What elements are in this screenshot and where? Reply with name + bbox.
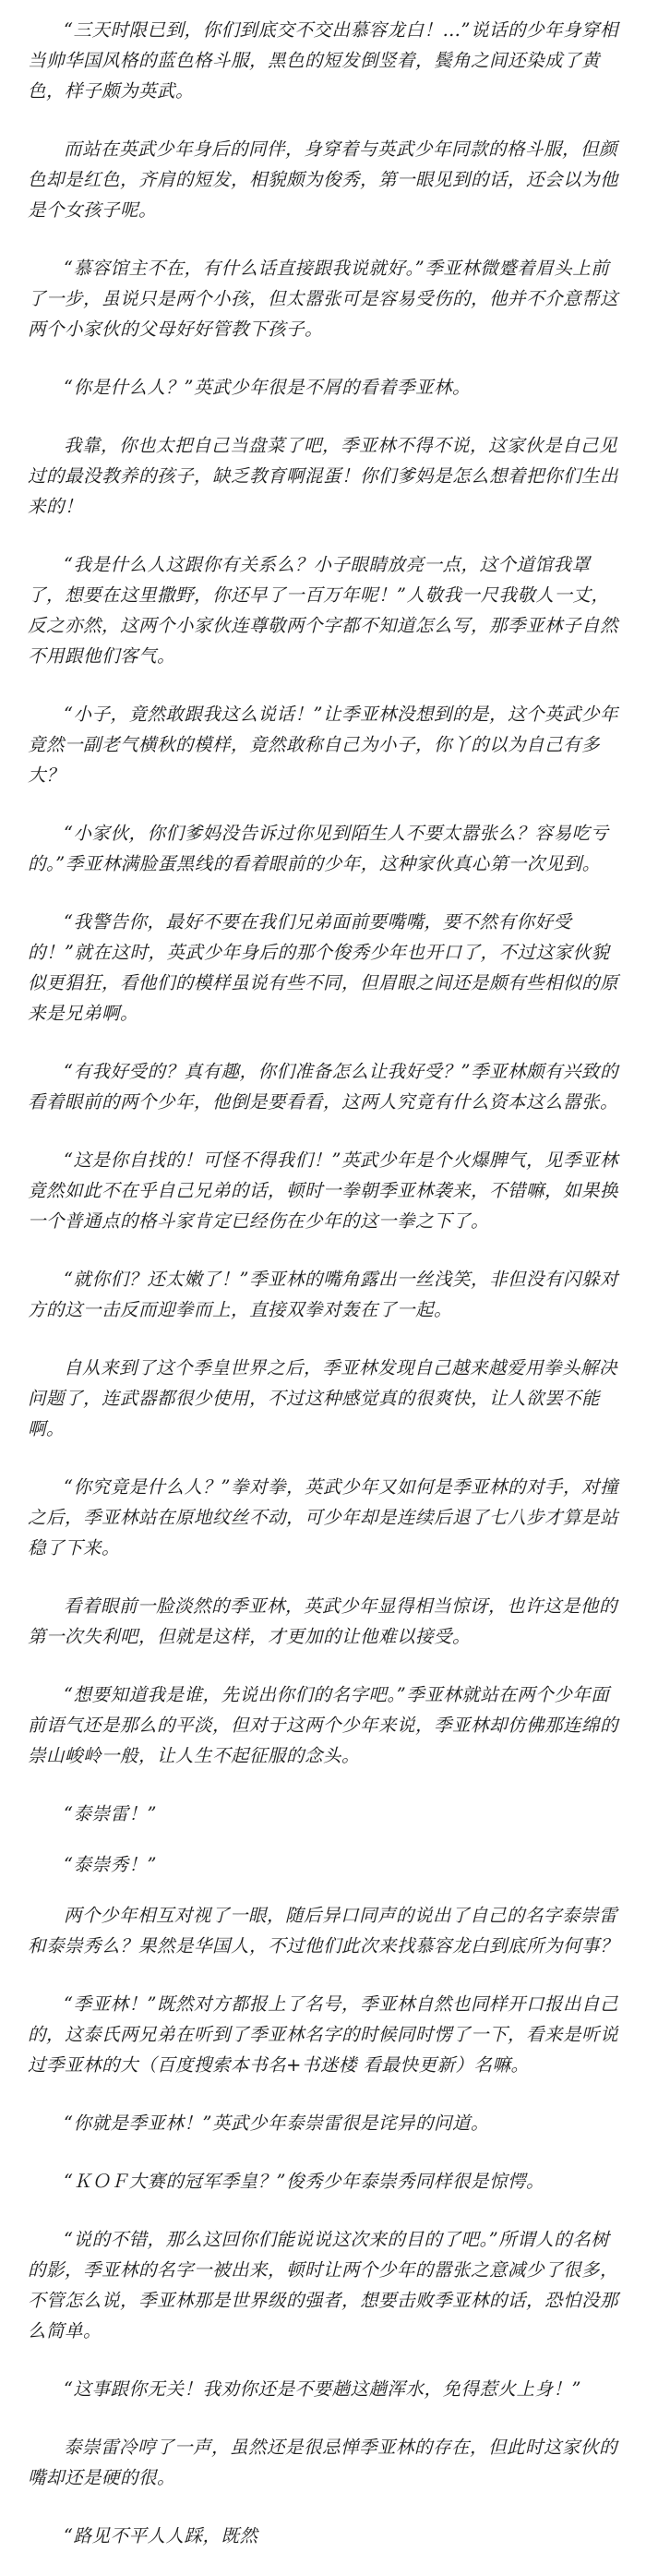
paragraph: “慕容馆主不在，有什么话直接跟我说就好。”季亚林微蹙着眉头上前了一步，虽说只是两个小孩，但太嚣张可是容易受伤的，他并不介意帮这两个小家伙的父母好好管教下孩子。 [28, 258, 619, 340]
paragraph: “我警告你，最好不要在我们兄弟面前要嘴嘴，要不然有你好受的！”就在这时，英武少年身后的那个俊秀少年也开口了，不过这家伙貌似更猖狂，看他们的模样虽说有些不同，但眉眼之间还是颇有些相似的原来是兄弟啊。 [28, 911, 619, 1024]
paragraph: “泰崇雷！” [64, 1803, 157, 1824]
paragraph: “三天时限已到，你们到底交不交出慕容龙白！…”说话的少年身穿相当帅华国风格的蓝色格斗服，黑色的短发倒竖着，鬓角之间还染成了黄色，样子颇为英武。 [28, 19, 618, 102]
paragraph: “想要知道我是谁，先说出你们的名字吧。”季亚林就站在两个少年面前语气还是那么的平淡，但对于这两个少年来说，季亚林却仿佛那连绵的崇山峻岭一般，让人生不起征服的念头。 [28, 1684, 619, 1766]
paragraph: “你就是季亚林！”英武少年泰崇雷很是诧异的问道。 [64, 2113, 489, 2134]
paragraph: “有我好受的？真有趣，你们准备怎么让我好受？”季亚林颇有兴致的看着眼前的两个少年，他倒是要看看，这两人究竟有什么资本这么嚣张。 [28, 1061, 619, 1113]
paragraph: “说的不错，那么这回你们能说说这次来的目的了吧。”所谓人的名树的影，季亚林的名字一被出来，顿时让两个少年的嚣张之意减少了很多，不管怎么说，季亚林那是世界级的强者，想要击败季亚林的话，恐怕没那么简单。 [28, 2229, 619, 2341]
paragraph: “泰崇秀！” [64, 1854, 157, 1875]
paragraph: 而站在英武少年身后的同伴，身穿着与英武少年同款的格斗服，但颜色却是红色，齐肩的短发，相貌颇为俊秀，第一眼见到的话，还会以为他是个女孩子呢。 [28, 138, 619, 221]
paragraph: “季亚林！”既然对方都报上了名号，季亚林自然也同样开口报出自己的，这泰氏两兄弟在听到了季亚林名字的时候同时愣了一下，看来是听说过季亚林的大（百度搜索本书名+书迷楼 看最快更新）名嘛。 [28, 1993, 619, 2076]
paragraph: 我靠，你也太把自己当盘菜了吧，季亚林不得不说，这家伙是自己见过的最没教养的孩子，缺乏教育啊混蛋！你们爹妈是怎么想着把你们生出来的！ [28, 435, 619, 517]
paragraph: “我是什么人这跟你有关系么？小子眼睛放亮一点，这个道馆我罩了，想要在这里撒野，你还早了一百万年呢！”人敬我一尺我敬人一丈，反之亦然，这两个小家伙连尊敬两个字都不知道怎么写，那季亚林子自然不用跟他们客气。 [28, 554, 619, 667]
paragraph: 两个少年相互对视了一眼，随后异口同声的说出了自己的名字泰崇雷和泰崇秀么？果然是华国人，不过他们此次来找慕容龙白到底所为何事？ [28, 1905, 619, 1956]
paragraph: “你究竟是什么人？”拳对拳，英武少年又如何是季亚林的对手，对撞之后，季亚林站在原地纹丝不动，可少年却是连续后退了七八步才算是站稳了下来。 [28, 1476, 619, 1559]
paragraph: “这是你自找的！可怪不得我们！”英武少年是个火爆脾气，见季亚林竟然如此不在乎自己兄弟的话，顿时一拳朝季亚林袭来，不错嘛，如果换一个普通点的格斗家肯定已经伤在少年的这一拳之下了。 [28, 1150, 619, 1232]
paragraph: “就你们？还太嫩了！”季亚林的嘴角露出一丝浅笑，非但没有闪躲对方的这一击反而迎拳而上，直接双拳对轰在了一起。 [28, 1269, 618, 1320]
paragraph: “ＫＯＦ大赛的冠军季皇？”俊秀少年泰崇秀同样很是惊愕。 [64, 2171, 544, 2192]
paragraph: “这事跟你无关！我劝你还是不要趟这趟浑水，免得惹火上身！” [64, 2378, 581, 2400]
paragraph: 自从来到了这个季皇世界之后，季亚林发现自己越来越爱用拳头解决问题了，连武器都很少使用，不过这种感觉真的很爽快，让人欲罢不能啊。 [28, 1357, 618, 1439]
paragraph: 看着眼前一脸淡然的季亚林，英武少年显得相当惊讶，也许这是他的第一次失利吧，但就是这样，才更加的让他难以接受。 [28, 1595, 618, 1647]
paragraph: “你是什么人？”英武少年很是不屑的看着季亚林。 [64, 377, 471, 398]
paragraph: “小家伙，你们爹妈没告诉过你见到陌生人不要太嚣张么？容易吃亏的。”季亚林满脸蛋黑线的看着眼前的少年，这种家伙真心第一次见到。 [28, 823, 609, 874]
paragraph: “小子，竟然敢跟我这么说话！”让季亚林没想到的是，这个英武少年竟然一副老气横秋的模样，竟然敢称自己为小子，你丫的以为自己有多大？ [28, 704, 618, 786]
paragraph: “路见不平人人踩，既然 [64, 2525, 258, 2546]
paragraph: 泰崇雷冷哼了一声，虽然还是很忌惮季亚林的存在，但此时这家伙的嘴却还是硬的很。 [28, 2437, 618, 2488]
